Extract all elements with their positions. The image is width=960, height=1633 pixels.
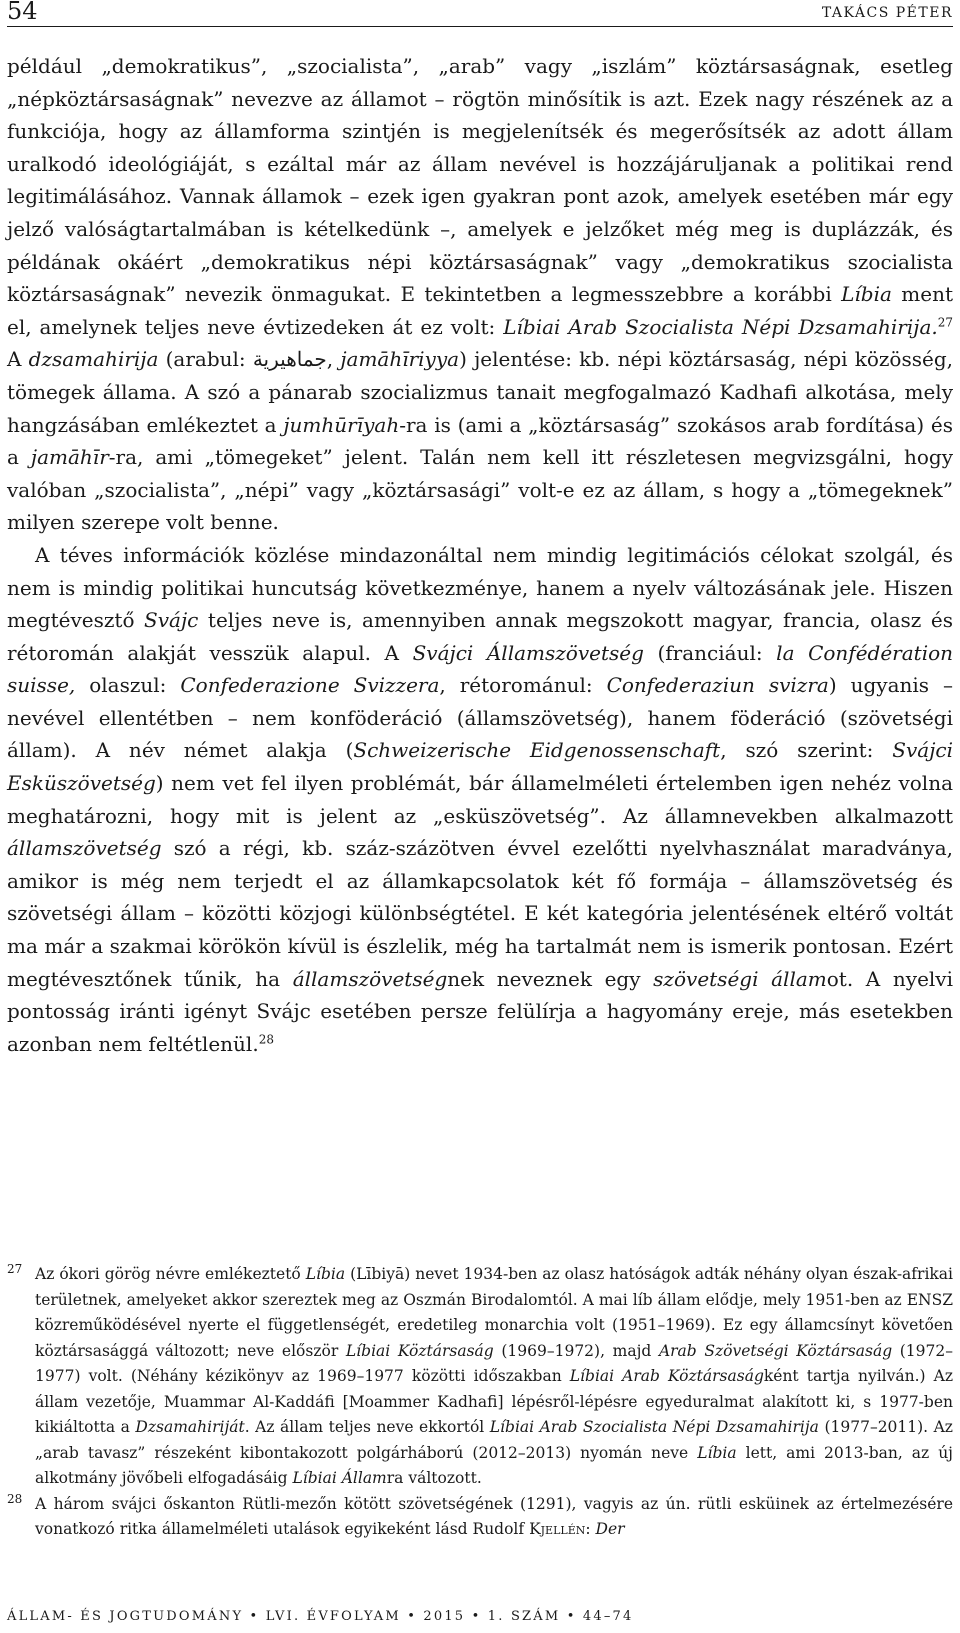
text-run: (1972–1977) volt. (Néhány kézikönyv az 1969–1977 közötti időszakban: [35, 1341, 954, 1385]
italic-term: államszövetség: [292, 966, 448, 991]
arabic-word: جماهيرية: [252, 347, 327, 372]
text-run: , rétorománul:: [439, 673, 607, 698]
running-head-author: TAKÁCS PÉTER: [821, 5, 953, 21]
paragraph-2: [7, 539, 953, 1061]
italic-term: államszövetség: [7, 836, 162, 861]
running-head: [7, 0, 953, 27]
text-run: . Az állam teljes neve ekkortól: [244, 1418, 490, 1436]
text-run: teljes neve is, amennyiben annak megszokott magyar, francia, olasz és rétoromán alakját vesszük alapul. A: [7, 608, 953, 665]
footnote-number: 28: [7, 1491, 23, 1506]
italic-term: Líbiai Arab Szocialista Népi Dzsamahirija.: [503, 314, 938, 339]
text-run: ként tartja nyilván.) Az állam vezetője, Muammar Al-Kaddáfi [Moammer Kadhafi] lépésről-lépésre egyeduralmat alakított ki, s 1977-ben kikiáltotta a: [35, 1367, 954, 1436]
italic-term: jumhūrīyah: [283, 412, 400, 437]
text-run: ot. A nyelvi pontosság iránti igényt Svájc esetében persze felülírja a hagyomány ereje, más esetekben azonban nem feltétlenül.: [7, 966, 953, 1056]
text-run: A három svájci őskanton Rütli-mezőn kötött szövetségének (1291), vagyis az ún. rütli esküinek az értelmezésére vonatkozó ritka államelméleti utalások egyikeként lásd Rudolf: [35, 1494, 953, 1538]
italic-term: dzsamahirija: [28, 347, 159, 372]
italic-term: Líbia: [841, 282, 892, 307]
text-run: A téves információk közlése mindazonáltal nem mindig legitimációs célokat szolgál, és nem is mindig politikai huncutság következménye, hanem a nyelv változásának jele. Hiszen megtévesztő: [7, 542, 953, 633]
italic-term: Confederaziun svizra: [606, 673, 829, 698]
text-run: szó a régi, kb. száz-százötven évvel ezelőtti nyelvhasználat maradványa, amikor is még nem terjedt el az államkapcsolatok két fő formája – államszövetség és szövetségi állam – közötti közjogi különbségtétel. E két kategória jelentésének eltérő voltát ma már a szakmai körökön kívül is észlelik, még ha tartalmát nem is ismerik pontosan. Ezért megtévesztőnek tűnik, ha: [7, 836, 953, 991]
text-run: (arabul:: [158, 347, 253, 372]
text-run: ) jelentése: kb. népi köztársaság, népi közösség, tömegek állama. A szó a pánarab szocializmus tanait megfogalmazó Kadhafi alkotása, mely hangzásában emlékeztet a: [7, 347, 953, 437]
text-run: nek neveznek egy: [447, 966, 654, 991]
text-run: , szó szerint:: [720, 738, 893, 763]
footnotes: [7, 1262, 953, 1543]
text-run: -ra, ami „tömegeket” jelent. Talán nem kell itt részletesen megvizsgálni, hogy valóban „szocialista”, „népi” vagy „köztársasági” volt-e ez az állam, s hogy a „tömegeknek” milyen szerepe volt benne.: [7, 445, 954, 535]
document-page: [7, 0, 953, 1633]
italic-term: Svájc: [144, 608, 199, 633]
text-run: ra változott.: [386, 1469, 482, 1487]
text-run: (1969–1972), majd: [493, 1341, 659, 1360]
italic-term: Svájci Esküszövetség: [7, 738, 953, 796]
text-run: lett, ami 2013-ban, az új alkotmány jövőbeli elfogadásáig: [35, 1443, 953, 1487]
italic-term: Confederazione Svizzera: [180, 673, 440, 698]
italic-term: szövetségi állam: [653, 966, 827, 991]
main-text: [7, 50, 953, 1060]
page-number: 54: [7, 0, 38, 25]
footnote-28: [7, 1492, 953, 1543]
italic-term: jamāhīriyya: [340, 347, 460, 372]
text-run: ) ugyanis – nevével ellentétben – nem konföderáció (államszövetség), hanem föderáció (szövetségi állam). A név német alakja (: [7, 673, 953, 763]
italic-term: la Confédération suisse,: [7, 640, 954, 698]
footnote-number: 27: [7, 1262, 23, 1276]
italic-term: Líbia: [697, 1443, 737, 1462]
text-run: :: [585, 1520, 596, 1538]
italic-term: jamāhīr: [30, 445, 109, 470]
text-run: olaszul:: [75, 673, 181, 698]
italic-term: Svájci Államszövetség: [412, 640, 644, 665]
text-run: (Lībiyā) nevet 1934-ben az olasz hatóságok adták néhány olyan észak-afrikai területnek, amelyeket akkor szereztek meg az Oszmán Birodalomtól. A mai líb állam elődje, mely 1951-ben az ENSZ közreműködésével nyerte el függetlenségét, eredetileg monarchia volt (1951–1969). Ez egy államcsínyt követően köztársasággá változott; neve először: [35, 1265, 953, 1360]
italic-term: Líbiai Arab Köztársaság: [569, 1367, 764, 1385]
text-run: (1977–2011). Az „arab tavasz” részeként kibontakozott polgárháború (2012–2013) nyomán neve: [35, 1418, 953, 1462]
italic-term: Dzsamahiriját: [135, 1418, 245, 1436]
italic-term: Líbiai Állam: [292, 1469, 387, 1487]
paragraph-1: [7, 50, 953, 539]
journal-footer: ÁLLAM- ÉS JOGTUDOMÁNY • LVI. ÉVFOLYAM • 2015 • 1. SZÁM • 44–74: [7, 1609, 634, 1624]
text-run: Az ókori görög névre emlékeztető: [35, 1265, 306, 1283]
footnote-27: [7, 1262, 953, 1492]
text-run: ment el, amelynek teljes neve évtizedeken át ez volt:: [7, 282, 953, 339]
italic-term: Arab Szövetségi Köztársaság: [658, 1341, 893, 1360]
text-run: például „demokratikus”, „szocialista”, „arab” vagy „iszlám” köztársaságnak, esetleg „népköztársaságnak” nevezve az államot – rögtön minősítik is azt. Ezek nagy részének az a funkciója, hogy az államforma szintjén is megjelenítsék és megerősítsék az adott állam uralkodó ideológiáját, s ezáltal már az állam nevével is hozzájáruljanak a politikai rend legitimálásához. Vannak államok – ezek igen gyakran pont azok, amelyek esetében már egy jelző valóságtartalmában is kételkedünk –, amelyek e jelzőket még meg is duplázzák, és példának okáért „demokratikus népi köztársaságnak” vagy „demokratikus szocialista köztársaságnak” nevezik önmagukat. E tekintetben a legmesszebbre a korábbi: [7, 54, 953, 307]
footnote-ref-28[interactable]: 28: [258, 1032, 274, 1047]
author-name: Kjellén: [529, 1520, 586, 1538]
italic-term: Schweizerische Eidgenossenschaft: [353, 738, 721, 763]
italic-term: Der: [595, 1520, 625, 1538]
footnote-ref-27[interactable]: 27: [937, 315, 954, 330]
text-run: -ra is (ami a „köztársaság” szokásos arab fordítása) és a: [7, 412, 953, 470]
italic-term: Líbiai Arab Szocialista Népi Dzsamahirija: [489, 1418, 819, 1436]
italic-term: Líbia: [305, 1265, 346, 1283]
text-run: (franciául:: [643, 640, 777, 665]
italic-term: Líbiai Köztársaság: [345, 1341, 494, 1360]
text-run: ) nem vet fel ilyen problémát, bár államelméleti értelemben igen nehéz volna meghatározni, hogy mit is jelent az „esküszövetség”. Az államnevekben alkalmazott: [7, 771, 953, 828]
text-run: ,: [326, 347, 341, 372]
text-run: A: [7, 347, 29, 372]
